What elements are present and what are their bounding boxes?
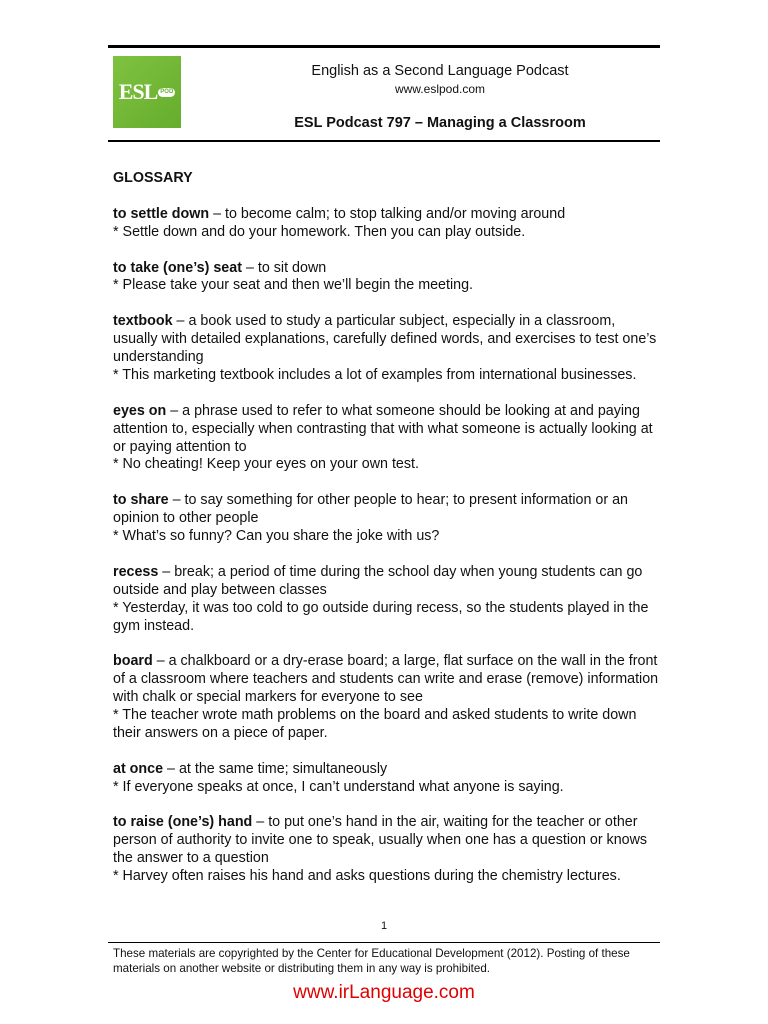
- glossary-definition-line: [113, 492, 661, 528]
- glossary-entry: [113, 653, 661, 743]
- glossary-example: * Please take your seat and then we’ll begin the meeting.: [113, 277, 474, 294]
- glossary-definition: – a phrase used to refer to what someone should be looking at and paying attention to, especially when contrasting that with what someone is actually looking at or paying attention to: [113, 402, 653, 455]
- glossary-heading: GLOSSARY: [113, 170, 193, 186]
- glossary-entry: [113, 260, 661, 296]
- glossary-term: recess: [113, 563, 159, 580]
- glossary-definition: – to put one’s hand in the air, waiting for the teacher or other person of authority to invite one to speak, usually when one has a question or knows the answer to a question: [113, 814, 648, 867]
- podcast-url: www.eslpod.com: [394, 82, 486, 96]
- watermark-link[interactable]: www.irLanguage.com: [293, 982, 475, 1003]
- glossary-definition-line: [113, 761, 661, 779]
- glossary-entry: [113, 814, 661, 886]
- glossary-definition-line: [113, 564, 661, 600]
- glossary-definition-line: [113, 814, 661, 868]
- glossary-example: * The teacher wrote math problems on the board and asked students to write down their answers on a piece of paper.: [113, 707, 637, 741]
- glossary-entry: [113, 761, 661, 797]
- glossary-example: * No cheating! Keep your eyes on your own test.: [113, 456, 419, 473]
- glossary-definition: – break; a period of time during the school day when young students can go outside and play between classes: [113, 563, 643, 598]
- glossary-definition: – to sit down: [241, 259, 327, 276]
- glossary-term: to raise (one’s) hand: [113, 814, 253, 831]
- glossary-definition: – a book used to study a particular subject, especially in a classroom, usually with detailed explanations, carefully defined words, and exercises to test one’s understanding: [113, 313, 657, 366]
- logo-pod-badge: POD: [160, 88, 174, 95]
- glossary-entry: [113, 206, 661, 242]
- glossary-entries: [113, 206, 661, 886]
- podcast-title: English as a Second Language Podcast: [311, 63, 569, 79]
- glossary-term: textbook: [113, 313, 173, 330]
- logo-text: ESL: [118, 79, 158, 104]
- glossary-example: * This marketing textbook includes a lot of examples from international businesses.: [113, 366, 637, 383]
- glossary-term: to share: [113, 492, 169, 509]
- glossary-definition: – a chalkboard or a dry-erase board; a large, flat surface on the wall in the front of a classroom where teachers and students can write and erase (remove) information with chalk or special markers for everyone to see: [113, 653, 659, 706]
- glossary-definition: – to become calm; to stop talking and/or moving around: [209, 205, 566, 222]
- footer-rule: [108, 942, 660, 943]
- glossary-definition-line: [113, 206, 661, 224]
- header-bottom-rule: [108, 140, 660, 142]
- glossary-entry: [113, 403, 661, 475]
- glossary-example: * Harvey often raises his hand and asks questions during the chemistry lectures.: [113, 868, 621, 885]
- copyright-notice: These materials are copyrighted by the Center for Educational Development (2012). Posting of these materials on another website or distributing them in any way is prohibited.: [113, 947, 630, 975]
- glossary-example: * Yesterday, it was too cold to go outside during recess, so the students played in the gym instead.: [113, 599, 649, 634]
- glossary-entry: [113, 564, 661, 636]
- glossary-section: [113, 170, 661, 904]
- glossary-definition-line: [113, 313, 661, 367]
- glossary-entry: [113, 492, 661, 546]
- glossary-definition: – to say something for other people to hear; to present information or an opinion to other people: [113, 492, 628, 527]
- glossary-entry: [113, 313, 661, 385]
- glossary-term: at once: [113, 760, 164, 777]
- glossary-definition-line: [113, 653, 661, 707]
- glossary-example: * If everyone speaks at once, I can’t understand what anyone is saying.: [113, 778, 564, 795]
- page-number: 1: [380, 920, 388, 932]
- glossary-definition: – at the same time; simultaneously: [163, 760, 388, 777]
- glossary-term: to settle down: [113, 205, 210, 222]
- eslpod-logo: [113, 56, 181, 128]
- glossary-definition-line: [113, 260, 661, 278]
- header-top-rule: [108, 45, 660, 48]
- glossary-example: * What’s so funny? Can you share the joke with us?: [113, 528, 440, 545]
- glossary-definition-line: [113, 403, 661, 457]
- glossary-term: eyes on: [113, 402, 167, 419]
- glossary-term: to take (one’s) seat: [113, 259, 242, 276]
- glossary-example: * Settle down and do your homework. Then you can play outside.: [113, 223, 526, 240]
- episode-title: ESL Podcast 797 – Managing a Classroom: [294, 115, 586, 131]
- glossary-term: board: [113, 653, 153, 670]
